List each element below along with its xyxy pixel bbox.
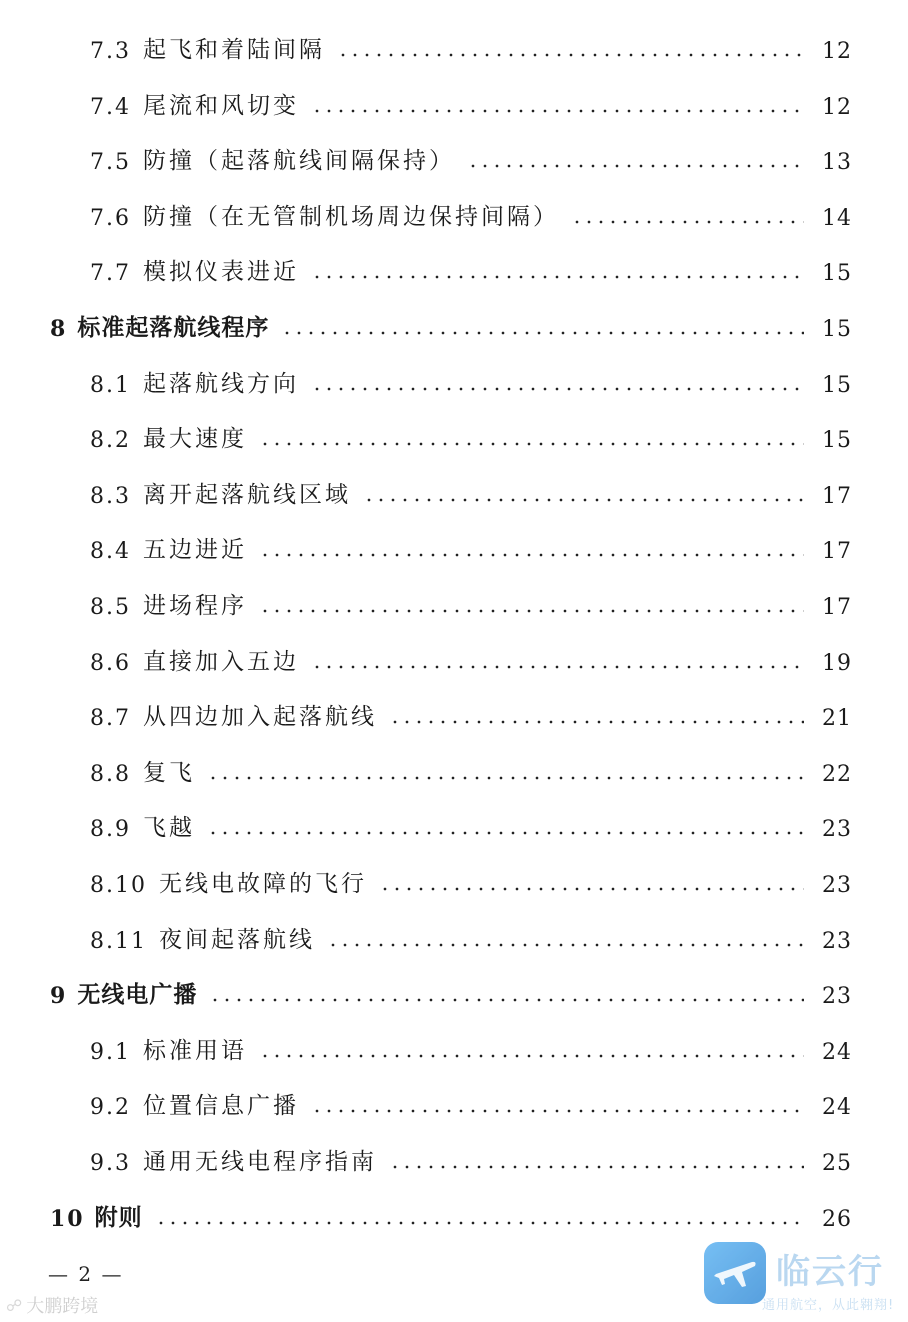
toc-entry-lead xyxy=(90,365,299,398)
toc-entry-title: 进场程序 xyxy=(143,593,247,619)
toc-entry-title: 离开起落航线区域 xyxy=(143,481,351,508)
toc-entry-number: 7.5 xyxy=(90,150,131,176)
toc-entry-page: 15 xyxy=(822,428,852,454)
dot-leader xyxy=(155,1221,804,1225)
toc-entry xyxy=(0,914,908,954)
toc-entry-number: 10 xyxy=(50,1205,85,1232)
toc-entry-number: 8.8 xyxy=(90,761,131,787)
toc-entry-number: 8.9 xyxy=(90,817,131,843)
toc-entry-title: 防撞（起落航线间隔保持） xyxy=(143,148,455,175)
toc-entry xyxy=(0,24,908,64)
toc-entry xyxy=(0,302,908,342)
toc-entry-page: 23 xyxy=(822,873,852,898)
toc-entry-title: 标准起落航线程序 xyxy=(77,314,270,341)
toc-entry-page: 23 xyxy=(822,928,852,954)
toc-entry-page: 23 xyxy=(822,984,852,1010)
weibo-icon: ☍ xyxy=(6,1295,23,1315)
toc-entry-number: 8.10 xyxy=(90,873,147,898)
toc-entry-number: 9.3 xyxy=(90,1151,131,1176)
toc-entry-lead xyxy=(50,976,197,1009)
toc-entry xyxy=(0,358,908,398)
toc-entry-title: 尾流和风切变 xyxy=(143,92,299,119)
toc-entry xyxy=(0,191,908,231)
toc-entry-title: 无线电广播 xyxy=(77,981,198,1009)
toc-entry-page: 17 xyxy=(822,483,852,509)
toc-entry-page: 22 xyxy=(822,761,852,787)
toc-entry-title: 标准用语 xyxy=(143,1037,247,1064)
toc-entry-title: 防撞（在无管制机场周边保持间隔） xyxy=(143,203,559,230)
toc-entry-lead xyxy=(90,142,455,175)
dot-leader xyxy=(209,998,804,1002)
toc-entry-page: 12 xyxy=(822,94,852,120)
watermark-left-text: 大鹏跨境 xyxy=(26,1296,99,1317)
toc-entry-page: 21 xyxy=(822,706,852,732)
toc-entry-number: 8.7 xyxy=(90,706,131,732)
dot-leader xyxy=(207,776,804,780)
toc-entry xyxy=(0,469,908,509)
toc-entry-number: 8.3 xyxy=(90,483,131,509)
toc-entry-page: 26 xyxy=(822,1206,852,1232)
toc-entry-page: 14 xyxy=(822,205,852,231)
toc-entry-title: 无线电故障的飞行 xyxy=(158,871,367,897)
toc-entry-number: 9.2 xyxy=(90,1095,131,1121)
watermark-right xyxy=(700,1238,900,1318)
dot-leader xyxy=(467,164,804,168)
watermark-left xyxy=(6,1292,98,1318)
toc-entry-lead xyxy=(90,420,247,453)
toc-entry-lead xyxy=(90,865,367,898)
toc-entry-lead xyxy=(90,698,377,731)
toc-entry-number: 7.3 xyxy=(90,39,131,64)
toc-entry-page: 15 xyxy=(822,372,852,398)
toc-entry xyxy=(0,1025,908,1065)
dot-leader xyxy=(389,720,804,724)
toc-entry-lead xyxy=(90,587,247,620)
toc-entry-lead xyxy=(90,1032,247,1065)
toc-entry xyxy=(0,747,908,787)
airplane-icon xyxy=(704,1242,766,1304)
toc-entry xyxy=(0,246,908,286)
dot-leader xyxy=(327,943,804,947)
toc-entry-lead xyxy=(90,921,315,954)
toc-entry-page: 23 xyxy=(822,817,852,843)
toc-entry-page: 24 xyxy=(822,1095,852,1121)
toc-entry-lead xyxy=(50,309,269,342)
toc-entry-page: 24 xyxy=(822,1039,852,1065)
toc-entry-lead xyxy=(90,31,325,64)
toc-entry xyxy=(0,580,908,620)
toc-entry-title: 起飞和着陆间隔 xyxy=(143,37,325,63)
toc-entry-title: 起落航线方向 xyxy=(143,370,299,397)
toc-entry-number: 8.6 xyxy=(90,650,131,676)
dot-leader xyxy=(259,609,804,613)
toc-entry-number: 8.11 xyxy=(90,928,147,954)
toc-entry xyxy=(0,1080,908,1120)
toc-entry xyxy=(0,413,908,453)
toc-entry-page: 17 xyxy=(822,595,852,620)
toc-entry-title: 复飞 xyxy=(143,759,195,786)
dot-leader xyxy=(571,220,804,224)
toc-entry xyxy=(0,691,908,731)
toc-entry-page: 13 xyxy=(822,150,852,176)
toc-entry xyxy=(0,524,908,564)
toc-entry-page: 15 xyxy=(822,317,852,342)
toc-entry-title: 附则 xyxy=(94,1203,143,1231)
dot-leader xyxy=(259,442,804,446)
toc-entry xyxy=(0,1136,908,1176)
toc-entry-number: 8.5 xyxy=(90,595,131,620)
dot-leader xyxy=(259,553,804,557)
toc-entry xyxy=(0,1192,908,1232)
toc-entry-lead xyxy=(90,1143,377,1176)
watermark-slogan: 通用航空，从此翱翔! xyxy=(762,1298,895,1313)
toc-entry-title: 从四边加入起落航线 xyxy=(143,704,377,731)
dot-leader xyxy=(281,331,804,335)
toc-entry-lead xyxy=(90,198,559,231)
toc-entry-number: 7.4 xyxy=(90,94,131,120)
dot-leader xyxy=(311,387,804,391)
toc-entry xyxy=(0,969,908,1009)
dot-leader xyxy=(363,498,804,502)
page-number: — 2 — xyxy=(48,1262,124,1286)
dot-leader xyxy=(311,275,804,279)
toc-entry xyxy=(0,802,908,842)
toc-entry-title: 通用无线电程序指南 xyxy=(143,1149,377,1175)
toc-entry xyxy=(0,80,908,120)
dot-leader xyxy=(311,109,804,113)
toc-entry-number: 7.7 xyxy=(90,261,131,287)
dot-leader xyxy=(389,1165,804,1169)
toc-entry-page: 19 xyxy=(822,650,852,676)
watermark-brand: 临云行 xyxy=(776,1252,884,1292)
toc-entry xyxy=(0,858,908,898)
dot-leader xyxy=(379,887,804,891)
dot-leader xyxy=(311,1109,804,1113)
toc-entry-title: 最大速度 xyxy=(143,426,247,453)
toc-entry xyxy=(0,135,908,175)
toc-entry-page: 15 xyxy=(822,261,852,287)
toc-entry-title: 位置信息广播 xyxy=(143,1093,299,1120)
toc-entry-page: 12 xyxy=(822,39,852,64)
toc-entry-number: 8.2 xyxy=(90,428,131,454)
toc-entry-lead xyxy=(90,476,351,509)
toc-entry-title: 模拟仪表进近 xyxy=(143,259,299,286)
toc-entry-number: 8 xyxy=(50,316,68,342)
toc-entry-page: 17 xyxy=(822,539,852,565)
toc-entry-title: 五边进近 xyxy=(143,537,247,564)
dot-leader xyxy=(207,831,804,835)
toc-entry-title: 夜间起落航线 xyxy=(158,926,315,953)
dot-leader xyxy=(337,53,804,57)
toc-entry-lead xyxy=(90,253,299,286)
toc-entry-number: 9.1 xyxy=(90,1039,131,1065)
toc-entry-lead xyxy=(90,1087,299,1120)
toc-entry-title: 直接加入五边 xyxy=(143,648,299,675)
toc-entry-number: 9 xyxy=(50,983,68,1010)
dot-leader xyxy=(259,1054,804,1058)
toc-entry-lead xyxy=(50,1199,143,1232)
toc-entry-number: 8.4 xyxy=(90,539,131,565)
toc-entry-page: 25 xyxy=(822,1151,852,1176)
toc-entry-title: 飞越 xyxy=(143,815,195,842)
toc-entry-number: 7.6 xyxy=(90,205,131,231)
toc-entry-lead xyxy=(90,809,195,842)
toc-entry-lead xyxy=(90,643,299,676)
toc-entry-lead xyxy=(90,87,299,120)
toc-entry-lead xyxy=(90,754,195,787)
toc-entry-lead xyxy=(90,531,247,564)
dot-leader xyxy=(311,665,804,669)
toc-entry xyxy=(0,636,908,676)
toc-entry-number: 8.1 xyxy=(90,372,131,398)
